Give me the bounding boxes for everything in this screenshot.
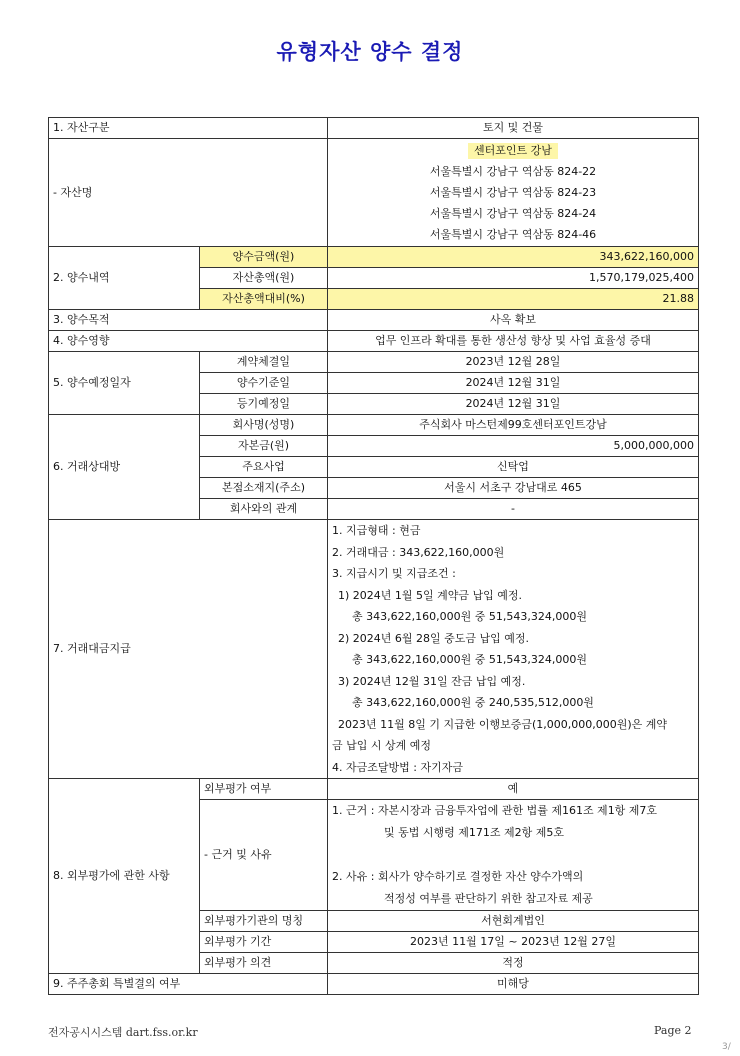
- basis-line-3: 적정성 여부를 판단하기 위한 참고자료 제공: [384, 892, 593, 905]
- counterparty-capital-label: 자본금(원): [200, 436, 328, 457]
- effect-label: 4. 양수영향: [49, 331, 328, 352]
- transfer-amount-value: 343,622,160,000: [328, 247, 699, 268]
- counterparty-address-value: 서울시 서초구 강남대로 465: [328, 478, 699, 499]
- asset-name-line-0: 센터포인트 강남: [468, 143, 558, 159]
- payment-line-11: 4. 자금조달방법 : 자기자금: [332, 760, 463, 774]
- payment-line-0: 1. 지급형태 : 현금: [332, 524, 421, 537]
- asset-name-label: - 자산명: [49, 139, 328, 247]
- purpose-value: 사옥 확보: [328, 310, 699, 331]
- asset-name-line-4: 서울특별시 강남구 역삼동 824-46: [429, 228, 597, 241]
- payment-line-2: 3. 지급시기 및 지급조건 :: [332, 567, 456, 580]
- transfer-label: 2. 양수내역: [49, 247, 200, 310]
- row-payment: [49, 520, 699, 779]
- asset-class-label: 1. 자산구분: [49, 118, 328, 139]
- payment-line-1: 2. 거래대금 : 343,622,160,000원: [332, 545, 505, 559]
- counterparty-business-value: 신탁업: [328, 457, 699, 478]
- schedule-base-label: 양수기준일: [200, 373, 328, 394]
- asset-class-value: 토지 및 건물: [328, 118, 699, 139]
- counterparty-capital-value: 5,000,000,000: [328, 436, 699, 457]
- disclosure-table: [48, 117, 699, 995]
- effect-value: 업무 인프라 확대를 통한 생산성 향상 및 사업 효율성 증대: [328, 331, 699, 352]
- asset-name-line-2: 서울특별시 강남구 역삼동 824-23: [429, 186, 597, 199]
- payment-line-7: 3) 2024년 12월 31일 잔금 납입 예정.: [338, 674, 526, 688]
- payment-line-8: 총 343,622,160,000원 중 240,535,512,000원: [352, 696, 594, 709]
- corner-page-fraction: 3/: [722, 1042, 731, 1052]
- transfer-total-label: 자산총액(원): [200, 268, 328, 289]
- purpose-label: 3. 양수목적: [49, 310, 328, 331]
- transfer-total-value: 1,570,179,025,400: [328, 268, 699, 289]
- row-transfer-amount: [49, 247, 699, 268]
- evaluation-agency-value: 서현회계법인: [328, 911, 699, 932]
- row-counterparty-name: [49, 415, 699, 436]
- footer-page-number: Page 2: [654, 1024, 692, 1037]
- schedule-label: 5. 양수예정일자: [49, 352, 200, 415]
- schedule-contract-value: 2023년 12월 28일: [328, 352, 699, 373]
- row-resolution: [49, 974, 699, 995]
- resolution-value: 미해당: [328, 974, 699, 995]
- counterparty-label: 6. 거래상대방: [49, 415, 200, 520]
- row-effect: [49, 331, 699, 352]
- evaluation-opinion-value: 적정: [328, 953, 699, 974]
- row-schedule-contract: [49, 352, 699, 373]
- schedule-base-value: 2024년 12월 31일: [328, 373, 699, 394]
- evaluation-opinion-label: 외부평가 의견: [200, 953, 328, 974]
- schedule-registry-label: 등기예정일: [200, 394, 328, 415]
- payment-line-5: 2) 2024년 6월 28일 중도금 납입 예정.: [338, 631, 530, 645]
- evaluation-period-value: 2023년 11월 17일 ~ 2023년 12월 27일: [328, 932, 699, 953]
- evaluation-status-value: 예: [328, 779, 699, 800]
- row-evaluation-status: [49, 779, 699, 800]
- evaluation-status-label: 외부평가 여부: [200, 779, 328, 800]
- schedule-registry-value: 2024년 12월 31일: [328, 394, 699, 415]
- counterparty-relation-value: -: [328, 499, 699, 520]
- counterparty-name-label: 회사명(성명): [200, 415, 328, 436]
- evaluation-agency-label: 외부평가기관의 명칭: [200, 911, 328, 932]
- payment-value: [328, 520, 699, 779]
- payment-line-9: 2023년 11월 8일 기 지급한 이행보증금(1,000,000,000원)은 계약: [338, 717, 668, 731]
- evaluation-basis-label: - 근거 및 사유: [200, 800, 328, 911]
- page-title: 유형자산 양수 결정: [276, 40, 464, 64]
- payment-line-4: 총 343,622,160,000원 중 51,543,324,000원: [352, 610, 587, 623]
- counterparty-name-value: 주식회사 마스턴제99호센터포인트강남: [328, 415, 699, 436]
- basis-line-1: 및 동법 시행령 제171조 제2항 제5호: [384, 826, 564, 839]
- asset-name-line-3: 서울특별시 강남구 역삼동 824-24: [429, 207, 597, 220]
- counterparty-relation-label: 회사와의 관계: [200, 499, 328, 520]
- evaluation-label: 8. 외부평가에 관한 사항: [49, 779, 200, 974]
- row-asset-class: [49, 118, 699, 139]
- footer-source: 전자공시시스템 dart.fss.or.kr: [48, 1026, 198, 1039]
- asset-name-value: [328, 139, 699, 247]
- evaluation-basis-value: [328, 800, 699, 911]
- evaluation-period-label: 외부평가 기간: [200, 932, 328, 953]
- counterparty-business-label: 주요사업: [200, 457, 328, 478]
- transfer-ratio-value: 21.88: [328, 289, 699, 310]
- payment-label: 7. 거래대금지급: [49, 520, 328, 779]
- transfer-amount-label: 양수금액(원): [200, 247, 328, 268]
- payment-line-3: 1) 2024년 1월 5일 계약금 납입 예정.: [338, 588, 523, 602]
- payment-line-6: 총 343,622,160,000원 중 51,543,324,000원: [352, 653, 587, 666]
- schedule-contract-label: 계약체결일: [200, 352, 328, 373]
- basis-gap: [332, 844, 694, 866]
- resolution-label: 9. 주주총회 특별결의 여부: [49, 974, 328, 995]
- basis-line-2: 2. 사유 : 회사가 양수하기로 결정한 자산 양수가액의: [332, 870, 584, 883]
- counterparty-address-label: 본점소재지(주소): [200, 478, 328, 499]
- transfer-ratio-label: 자산총액대비(%): [200, 289, 328, 310]
- row-purpose: [49, 310, 699, 331]
- asset-name-line-1: 서울특별시 강남구 역삼동 824-22: [429, 165, 597, 178]
- row-asset-name: [49, 139, 699, 247]
- basis-line-0: 1. 근거 : 자본시장과 금융투자업에 관한 법률 제161조 제1항 제7호: [332, 804, 658, 817]
- payment-line-10: 금 납입 시 상계 예정: [332, 739, 431, 752]
